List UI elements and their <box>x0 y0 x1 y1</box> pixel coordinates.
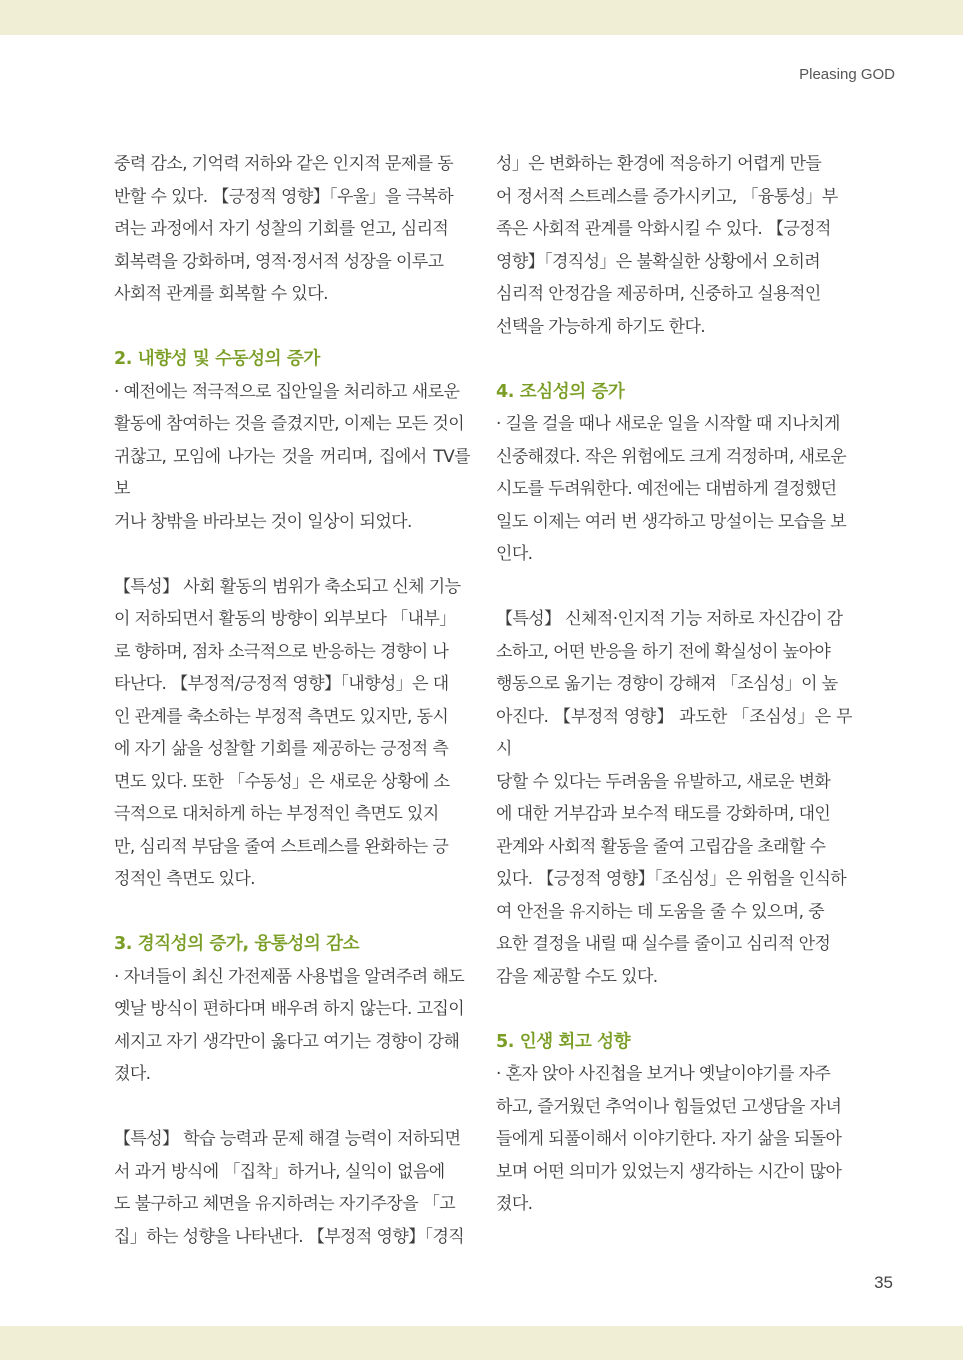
spacer <box>114 1091 470 1124</box>
section-heading-life-review: 5. 인생 회고 성향 <box>496 1031 631 1052</box>
page-number: 35 <box>874 1273 893 1292</box>
left-column <box>114 148 470 1253</box>
continuation-paragraph-rigidity: 성」은 변화하는 환경에 적응하기 어렵게 만들 어 정서적 스트레스를 증가시키고, 「융통성」부 족은 사회적 관계를 악화시킬 수 있다. 【긍정적 영향】「경직성」은 불확실한 상황에서 오히려 심리적 안정감을 제공하며, 신중하고 실용적인 선택을 가능하게 하기도 한다. <box>496 154 838 337</box>
intro-paragraph: 중력 감소, 기억력 저하와 같은 인지적 문제를 동 반할 수 있다. 【긍정적 영향】「우울」을 극복하 려는 과정에서 자기 성찰의 기회를 얻고, 심리적 회복력을 강화하며, 영적·정서적 성장을 이루고 사회적 관계를 회복할 수 있다. <box>114 154 454 304</box>
spacer <box>114 896 470 929</box>
section-heading-introversion: 2. 내향성 및 수동성의 증가 <box>114 349 320 369</box>
spacer <box>496 571 852 604</box>
section-heading-rigidity: 3. 경직성의 증가, 융통성의 감소 <box>114 934 360 954</box>
traits-paragraph-introversion: 【특성】 사회 활동의 범위가 축소되고 신체 기능 이 저하되면서 활동의 방향이 외부보다 「내부」 로 향하며, 점차 소극적으로 반응하는 경향이 나 타난다. 【부정적/긍정적 영향】「내향성」은 대 인 관계를 축소하는 부정적 측면도 있지만, 동시 에 자기 삶을 성찰할 기회를 제공하는 긍정적 측 면도 있다. 또한 「수동성」은 새로운 상황에 소 극적으로 대처하게 하는 부정적인 측면도 있지 만, 심리적 부담을 줄여 스트레스를 완화하는 긍 정적인 측면도 있다. <box>114 576 461 889</box>
spacer <box>114 538 470 571</box>
spacer <box>114 311 470 344</box>
traits-paragraph-caution: 【특성】 신체적·인지적 기능 저하로 자신감이 감 소하고, 어떤 반응을 하기 전에 확실성이 높아야 행동으로 옮기는 경향이 강해져 「조심성」이 높 아진다. 【부정적 영향】 과도한 「조심성」은 무시 당할 수 있다는 두려움을 유발하고, 새로운 변화 에 대한 거부감과 보수적 태도를 강화하며, 대인 관계와 사회적 활동을 줄여 고립감을 초래할 수 있다. 【긍정적 영향】「조심성」은 위험을 인식하 여 안전을 유지하는 데 도움을 줄 수 있으며, 중 요한 결정을 내릴 때 실수를 줄이고 심리적 안정 감을 제공할 수도 있다. <box>496 609 852 987</box>
bottom-decorative-band <box>0 1326 963 1360</box>
section-heading-caution: 4. 조심성의 증가 <box>496 381 625 402</box>
traits-paragraph-rigidity: 【특성】 학습 능력과 문제 해결 능력이 저하되면 서 과거 방식에 「집착」하거나, 실익이 없음에 도 불구하고 체면을 유지하려는 자기주장을 「고 집」하는 성향을 나타낸다. 【부정적 영향】「경직 <box>114 1129 465 1247</box>
example-paragraph-rigidity: · 자녀들이 최신 가전제품 사용법을 알려주려 해도 옛날 방식이 편하다며 배우려 하지 않는다. 고집이 세지고 자기 생각만이 옳다고 여기는 경향이 강해 졌다. <box>114 966 465 1084</box>
running-header: Pleasing GOD <box>799 66 895 83</box>
example-paragraph-introversion: · 예전에는 적극적으로 집안일을 처리하고 새로운 활동에 참여하는 것을 즐겼지만, 이제는 모든 것이 귀찮고, 모임에 나가는 것을 꺼리며, 집에서 TV를 보 거나 창밖을 바라보는 것이 일상이 되었다. <box>114 381 470 532</box>
spacer <box>496 343 852 376</box>
example-paragraph-life-review: · 혼자 앉아 사진첩을 보거나 옛날이야기를 자주 하고, 즐거웠던 추억이나 힘들었던 고생담을 자녀 들에게 되풀이해서 이야기한다. 자기 삶을 되돌아 보며 어떤 의미가 있었는지 생각하는 시간이 많아 졌다. <box>496 1064 842 1214</box>
right-column <box>496 148 852 1221</box>
top-decorative-band <box>0 0 963 35</box>
example-paragraph-caution: · 길을 걸을 때나 새로운 일을 시작할 때 지나치게 신중해졌다. 작은 위험에도 크게 걱정하며, 새로운 시도를 두려워한다. 예전에는 대범하게 결정했던 일도 이제는 여러 번 생각하고 망설이는 모습을 보 인다. <box>496 414 847 564</box>
spacer <box>496 993 852 1026</box>
